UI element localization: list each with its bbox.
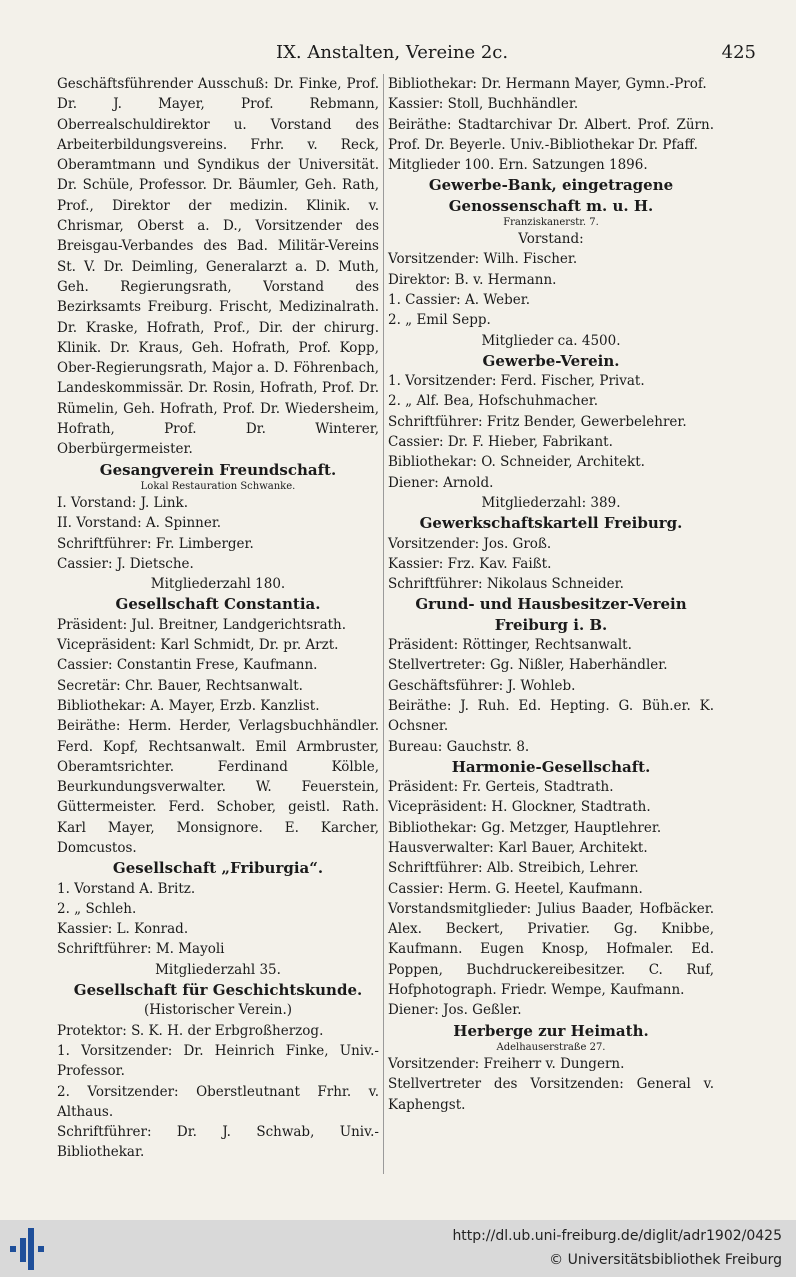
entry-text: Vorsitzender: Freiherr v. Dungern. [388,1055,625,1072]
entry-text: II. Vorstand: A. Spinner. [57,515,222,532]
entry-text: Stellvertreter: Gg. Nißler, Haberhändler. [388,657,668,674]
entry-text: Schriftführer: Nikolaus Schneider. [388,576,624,593]
entry-text: Beiräthe: J. Ruh. Ed. Hepting. G. Büh.er. K. Ochsner. [388,697,714,735]
entry-text: 1. Vorsitzender: Dr. Heinrich Finke, Univ.-Professor. [57,1042,379,1080]
entry-text: Diener: Jos. Geßler. [388,1002,522,1019]
library-logo-icon [10,1228,44,1270]
centered-line: Mitgliederzahl: 389. [481,494,621,511]
entry-text: Secretär: Chr. Bauer, Rechtsanwalt. [57,677,303,694]
entry-text: Präsident: Röttinger, Rechtsanwalt. [388,637,632,654]
section-heading: Grund- und Hausbesitzer-Verein Freiburg i. B. [415,595,687,634]
entry-text: Schriftführer: Alb. Streibich, Lehrer. [388,860,639,877]
viewer-footer [0,1220,796,1277]
section-heading: Harmonie-Gesellschaft. [451,757,651,776]
left-column [57,74,379,1163]
entry-text: Cassier: Constantin Frese, Kaufmann. [57,657,318,674]
entry-text: Vorsitzender: Wilh. Fischer. [388,251,578,268]
entry-text: Beiräthe: Stadtarchivar Dr. Albert. Prof. Zürn. Prof. Dr. Beyerle. Univ.-Bibliothekar Dr. Pfaff. [388,116,714,153]
centered-line: Mitgliederzahl 35. [155,961,281,978]
entry-text: 2. „ Alf. Bea, Hofschuhmacher. [388,393,598,410]
centered-line: (Historischer Verein.) [143,1002,293,1019]
entry-text: Direktor: B. v. Hermann. [388,271,557,288]
entry-text: Kassier: Stoll, Buchhändler. [388,96,579,113]
section-heading: Gesangverein Freundschaft. [99,460,337,479]
entry-text: Cassier: Herm. G. Heetel, Kaufmann. [388,880,643,897]
entry-text: Schriftführer: Fritz Bender, Gewerbelehrer. [388,413,687,430]
copyright-text: © Universitätsbibliothek Freiburg [549,1252,782,1268]
permalink-link[interactable]: http://dl.ub.uni-freiburg.de/diglit/adr1902/0425 [452,1228,782,1244]
entry-text: Protektor: S. K. H. der Erbgroßherzog. [57,1022,324,1039]
entry-text: Schriftführer: M. Mayoli [57,941,225,958]
entry-text: 1. Vorstand A. Britz. [57,880,196,897]
column-divider [383,74,384,1174]
entry-text: Kassier: L. Konrad. [57,921,189,938]
section-heading: Herberge zur Heimath. [453,1021,649,1040]
section-address: Franziskanerstr. 7. [503,217,599,229]
entry-text: I. Vorstand: J. Link. [57,494,188,511]
entry-text: Beiräthe: Herm. Herder, Verlagsbuchhändler. Ferd. Kopf, Rechtsanwalt. Emil Armbruster, Oberamtsrichter. Ferdinand Kölble, Beurkundungsverwalter. W. Feuerstein, Güttermeister. Ferd. Schober, geistl. Rath. Karl Mayer, Monsignore. E. Karcher, Domcustos. [57,718,379,856]
entry-text: Bibliothekar: O. Schneider, Architekt. [388,454,645,471]
entry-text: Stellvertreter des Vorsitzenden: General v. Kaphengst. [388,1076,714,1113]
entry-text: Präsident: Fr. Gerteis, Stadtrath. [388,779,614,796]
entry-text: Mitglieder 100. Ern. Satzungen 1896. [388,157,648,174]
entry-text: Geschäftsführer: J. Wohleb. [388,677,576,694]
running-header [60,38,756,68]
entry-text: 2. Vorsitzender: Oberstleutnant Frhr. v. Althaus. [57,1083,379,1120]
entry-text: Bibliothekar: Gg. Metzger, Hauptlehrer. [388,819,662,836]
entry-text: Vorstandsmitglieder: Julius Baader, Hofbäcker. Alex. Beckert, Privatier. Gg. Knibbe, Kaufmann. Eugen Knosp, Hofmaler. Ed. Poppen, Buchdruckereibesitzer. C. Ruf, Hofphotograph. Friedr. Wempe, Kaufmann. [388,900,714,999]
entry-text: Vicepräsident: H. Glockner, Stadtrath. [388,799,651,816]
right-column [388,74,714,1115]
entry-text: Vicepräsident: Karl Schmidt, Dr. pr. Arzt. [57,637,339,654]
entry-text: Vorsitzender: Jos. Groß. [388,535,552,552]
centered-line: Mitglieder ca. 4500. [481,332,621,349]
centered-line: Vorstand: [518,231,584,248]
section-title: IX. Anstalten, Vereine 2c. [276,42,509,63]
entry-text: 2. „ Emil Sepp. [388,312,491,329]
entry-text: Cassier: J. Dietsche. [57,555,194,572]
section-address: Adelhauserstraße 27. [496,1041,606,1053]
entry-text: Cassier: Dr. F. Hieber, Fabrikant. [388,434,613,451]
entry-text: Präsident: Jul. Breitner, Landgerichtsrath. [57,616,347,633]
section-heading: Gewerkschaftskartell Freiburg. [419,514,683,533]
entry-text: Bureau: Gauchstr. 8. [388,738,530,755]
entry-text: Geschäftsführender Ausschuß: Dr. Finke, Prof. Dr. J. Mayer, Prof. Rebmann, Oberrealschuldirektor u. Vorstand des Arbeiterbildungsvereins. Frhr. v. Reck, Oberamtmann und Syndikus der Universität. Dr. Schüle, Professor. Dr. Bäumler, Geh. Rath, Prof., Direktor der medizin. Klinik. v. Chrismar, Oberst a. D., Vorsitzender des Breisgau-Verbandes des Bad. Militär-Vereins St. V. Dr. Deimling, Generalarzt a. D. Muth, Geh. Regierungsrath, Vorstand des Bezirksamts Freiburg. Frischt, Medizinalrath. Dr. Kraske, Hofrath, Prof., Dir. der chirurg. Klinik. Dr. Kraus, Geh. Hofrath, Prof. Kopp, Ober-Regierungsrath, Major a. D. Föhrenbach, Landeskommissär. Dr. Rosin, Hofrath, Prof. Dr. Rümelin, Geh. Hofrath, Prof. Dr. Wiedersheim, Hofrath, Prof. Dr. Winterer, Oberbürgermeister. [57,76,379,458]
entry-text: 2. „ Schleh. [57,900,137,917]
section-heading: Gewerbe-Verein. [482,351,620,370]
section-heading: Gesellschaft Constantia. [115,595,321,614]
page-number: 425 [721,42,756,63]
entry-text: Bibliothekar: A. Mayer, Erzb. Kanzlist. [57,697,320,714]
section-address: Lokal Restauration Schwanke. [140,480,296,492]
section-heading: Gesellschaft „Friburgia“. [112,859,324,878]
entry-text: Schriftführer: Dr. J. Schwab, Univ.-Bibliothekar. [57,1124,379,1161]
entry-text: Diener: Arnold. [388,474,494,491]
entry-text: Kassier: Frz. Kav. Faißt. [388,555,552,572]
entry-text: 1. Cassier: A. Weber. [388,291,530,308]
centered-line: Mitgliederzahl 180. [150,576,286,593]
entry-text: 1. Vorsitzender: Ferd. Fischer, Privat. [388,373,645,390]
entry-text: Schriftführer: Fr. Limberger. [57,535,254,552]
section-heading: Gewerbe-Bank, eingetragene Genossenschaft m. u. H. [428,176,674,215]
entry-text: Bibliothekar: Dr. Hermann Mayer, Gymn.-Prof. [388,76,707,92]
section-heading: Gesellschaft für Geschichtskunde. [73,981,363,1000]
entry-text: Hausverwalter: Karl Bauer, Architekt. [388,839,648,856]
